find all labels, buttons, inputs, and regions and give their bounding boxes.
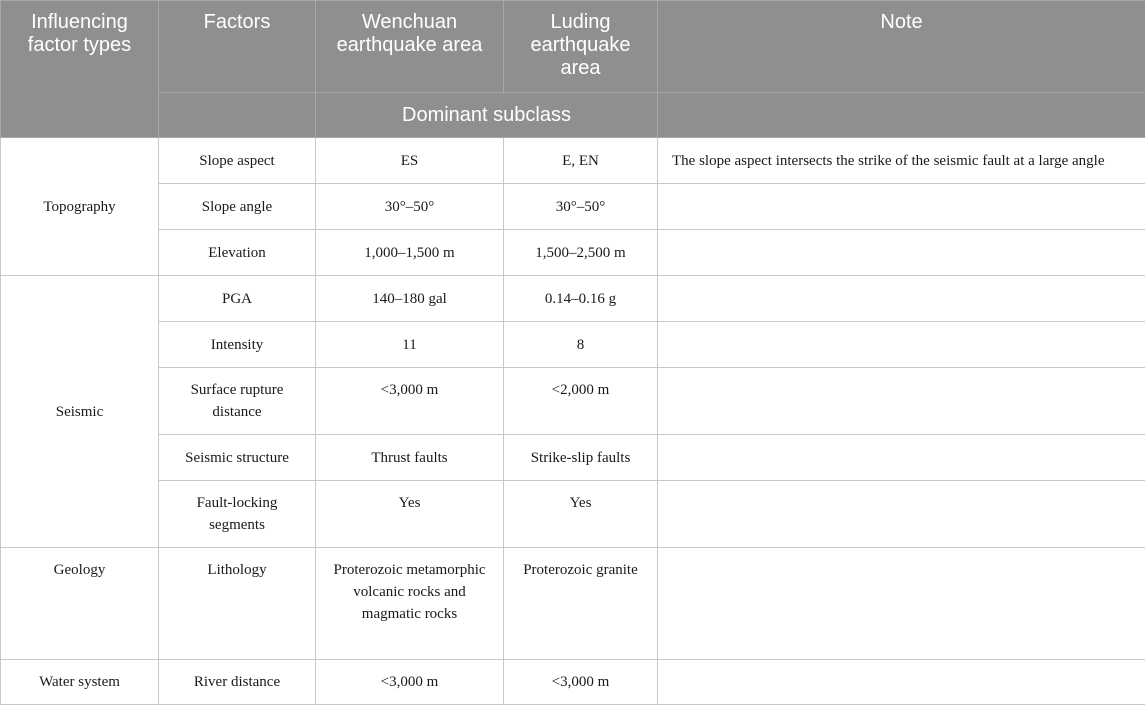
note-cell bbox=[658, 276, 1145, 322]
table-row bbox=[1, 548, 1145, 660]
wenchuan-cell: Yes bbox=[316, 481, 504, 548]
table-body bbox=[1, 138, 1145, 705]
luding-cell: 1,500–2,500 m bbox=[504, 230, 658, 276]
subheader-dominant-subclass: Dominant subclass bbox=[316, 93, 658, 138]
luding-cell: Yes bbox=[504, 481, 658, 548]
note-cell bbox=[658, 548, 1145, 660]
header-influencing-factor-types: Influencing factor types bbox=[1, 1, 159, 138]
note-cell bbox=[658, 435, 1145, 481]
table-row bbox=[1, 276, 1145, 322]
table-row bbox=[1, 230, 1145, 276]
factor-cell: Fault-locking segments bbox=[159, 481, 316, 548]
group-water-system: Water system bbox=[1, 660, 159, 705]
note-cell bbox=[658, 322, 1145, 368]
luding-cell: <2,000 m bbox=[504, 368, 658, 435]
luding-cell: Strike-slip faults bbox=[504, 435, 658, 481]
subheader-blank-note bbox=[658, 93, 1145, 138]
luding-cell: 0.14–0.16 g bbox=[504, 276, 658, 322]
group-seismic: Seismic bbox=[1, 276, 159, 548]
wenchuan-cell: Thrust faults bbox=[316, 435, 504, 481]
factor-cell: Slope angle bbox=[159, 184, 316, 230]
note-cell bbox=[658, 481, 1145, 548]
table-row bbox=[1, 368, 1145, 435]
wenchuan-cell: Proterozoic metamorphic volcanic rocks and magmatic rocks bbox=[316, 548, 504, 660]
factor-cell: Slope aspect bbox=[159, 138, 316, 184]
luding-cell: 30°–50° bbox=[504, 184, 658, 230]
note-cell: The slope aspect intersects the strike of the seismic fault at a large angle bbox=[658, 138, 1145, 184]
header-wenchuan: Wenchuan earthquake area bbox=[316, 1, 504, 93]
factor-cell: River distance bbox=[159, 660, 316, 705]
wenchuan-cell: <3,000 m bbox=[316, 660, 504, 705]
wenchuan-cell: <3,000 m bbox=[316, 368, 504, 435]
table-row bbox=[1, 481, 1145, 548]
group-geology: Geology bbox=[1, 548, 159, 660]
factor-cell: Seismic structure bbox=[159, 435, 316, 481]
note-cell bbox=[658, 660, 1145, 705]
note-cell bbox=[658, 230, 1145, 276]
note-cell bbox=[658, 184, 1145, 230]
table-row bbox=[1, 435, 1145, 481]
luding-cell: Proterozoic granite bbox=[504, 548, 658, 660]
wenchuan-cell: 140–180 gal bbox=[316, 276, 504, 322]
wenchuan-cell: ES bbox=[316, 138, 504, 184]
luding-cell: E, EN bbox=[504, 138, 658, 184]
wenchuan-cell: 11 bbox=[316, 322, 504, 368]
factor-cell: Lithology bbox=[159, 548, 316, 660]
luding-cell: 8 bbox=[504, 322, 658, 368]
table-header bbox=[1, 1, 1145, 138]
table-row bbox=[1, 138, 1145, 184]
table-row bbox=[1, 660, 1145, 705]
header-factors: Factors bbox=[159, 1, 316, 93]
header-note: Note bbox=[658, 1, 1145, 93]
wenchuan-cell: 30°–50° bbox=[316, 184, 504, 230]
table-row bbox=[1, 184, 1145, 230]
luding-cell: <3,000 m bbox=[504, 660, 658, 705]
factor-cell: Elevation bbox=[159, 230, 316, 276]
wenchuan-cell: 1,000–1,500 m bbox=[316, 230, 504, 276]
factor-cell: PGA bbox=[159, 276, 316, 322]
note-cell bbox=[658, 368, 1145, 435]
subheader-blank-factors bbox=[159, 93, 316, 138]
table-row bbox=[1, 322, 1145, 368]
factor-cell: Surface rupture distance bbox=[159, 368, 316, 435]
factor-cell: Intensity bbox=[159, 322, 316, 368]
header-luding: Luding earthquake area bbox=[504, 1, 658, 93]
group-topography: Topography bbox=[1, 138, 159, 276]
